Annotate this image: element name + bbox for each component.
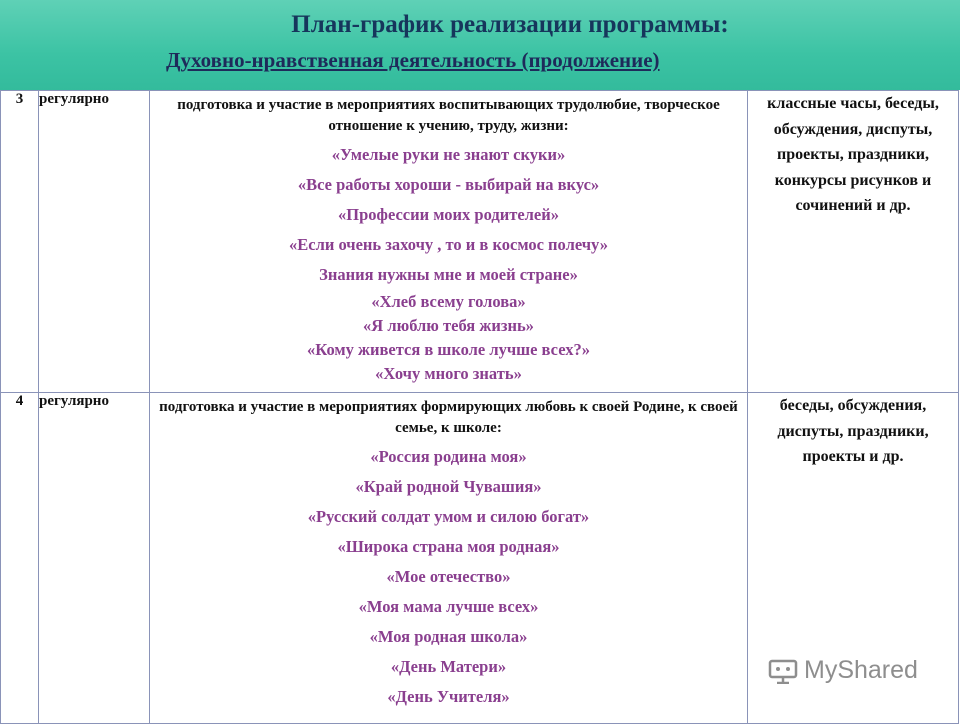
presentation-board-icon — [768, 658, 798, 684]
watermark-text: MyShared — [804, 656, 918, 684]
event-item: «Моя мама лучше всех» — [358, 597, 539, 616]
event-item: «Я люблю тебя жизнь» — [363, 316, 534, 335]
row-number: 3 — [1, 91, 39, 393]
event-item: «Мое отечество» — [386, 567, 511, 586]
event-item: «Если очень захочу , то и в космос полечу» — [289, 235, 608, 254]
event-item: Знания нужны мне и моей стране» — [319, 265, 578, 284]
row-forms: классные часы, беседы, обсуждения, диспуты, проекты, праздники, конкурсы рисунков и сочинений и др. — [748, 91, 959, 393]
event-item: «Умелые руки не знают скуки» — [331, 145, 566, 164]
plan-table — [0, 90, 959, 724]
row-forms: беседы, обсуждения, диспуты, праздники, проекты и др. — [748, 393, 959, 724]
event-item: «День Матери» — [390, 657, 507, 676]
row-description — [150, 393, 748, 724]
table-row — [1, 91, 959, 393]
event-item: «Профессии моих родителей» — [338, 205, 559, 224]
description-intro: подготовка и участие в мероприятиях формирующих любовь к своей Родине, к своей семье, к школе: — [159, 399, 738, 436]
slide-title: План-график реализации программы: — [291, 11, 729, 38]
event-item: «Моя родная школа» — [369, 627, 528, 646]
event-item: «Кому живется в школе лучше всех?» — [307, 340, 590, 359]
event-item: «Широка страна моя родная» — [337, 537, 560, 556]
row-number: 4 — [1, 393, 39, 724]
watermark — [768, 656, 918, 685]
row-schedule: регулярно — [39, 393, 150, 724]
event-item: «Хочу много знать» — [375, 364, 522, 383]
row-schedule: регулярно — [39, 91, 150, 393]
event-item: «Русский солдат умом и силою богат» — [307, 507, 590, 526]
row-description — [150, 91, 748, 393]
event-item: «Все работы хороши - выбирай на вкус» — [297, 175, 600, 194]
slide-subtitle: Духовно-нравственная деятельность (продолжение) — [166, 48, 660, 72]
slide-header — [0, 0, 960, 90]
description-intro: подготовка и участие в мероприятиях воспитывающих трудолюбие, творческое отношение к учению, труду, жизни: — [177, 97, 720, 134]
event-item: «Хлеб всему голова» — [371, 292, 526, 311]
event-item: «Край родной Чувашия» — [355, 477, 542, 496]
event-item: «Россия родина моя» — [370, 447, 527, 466]
event-item: «День Учителя» — [387, 687, 510, 706]
